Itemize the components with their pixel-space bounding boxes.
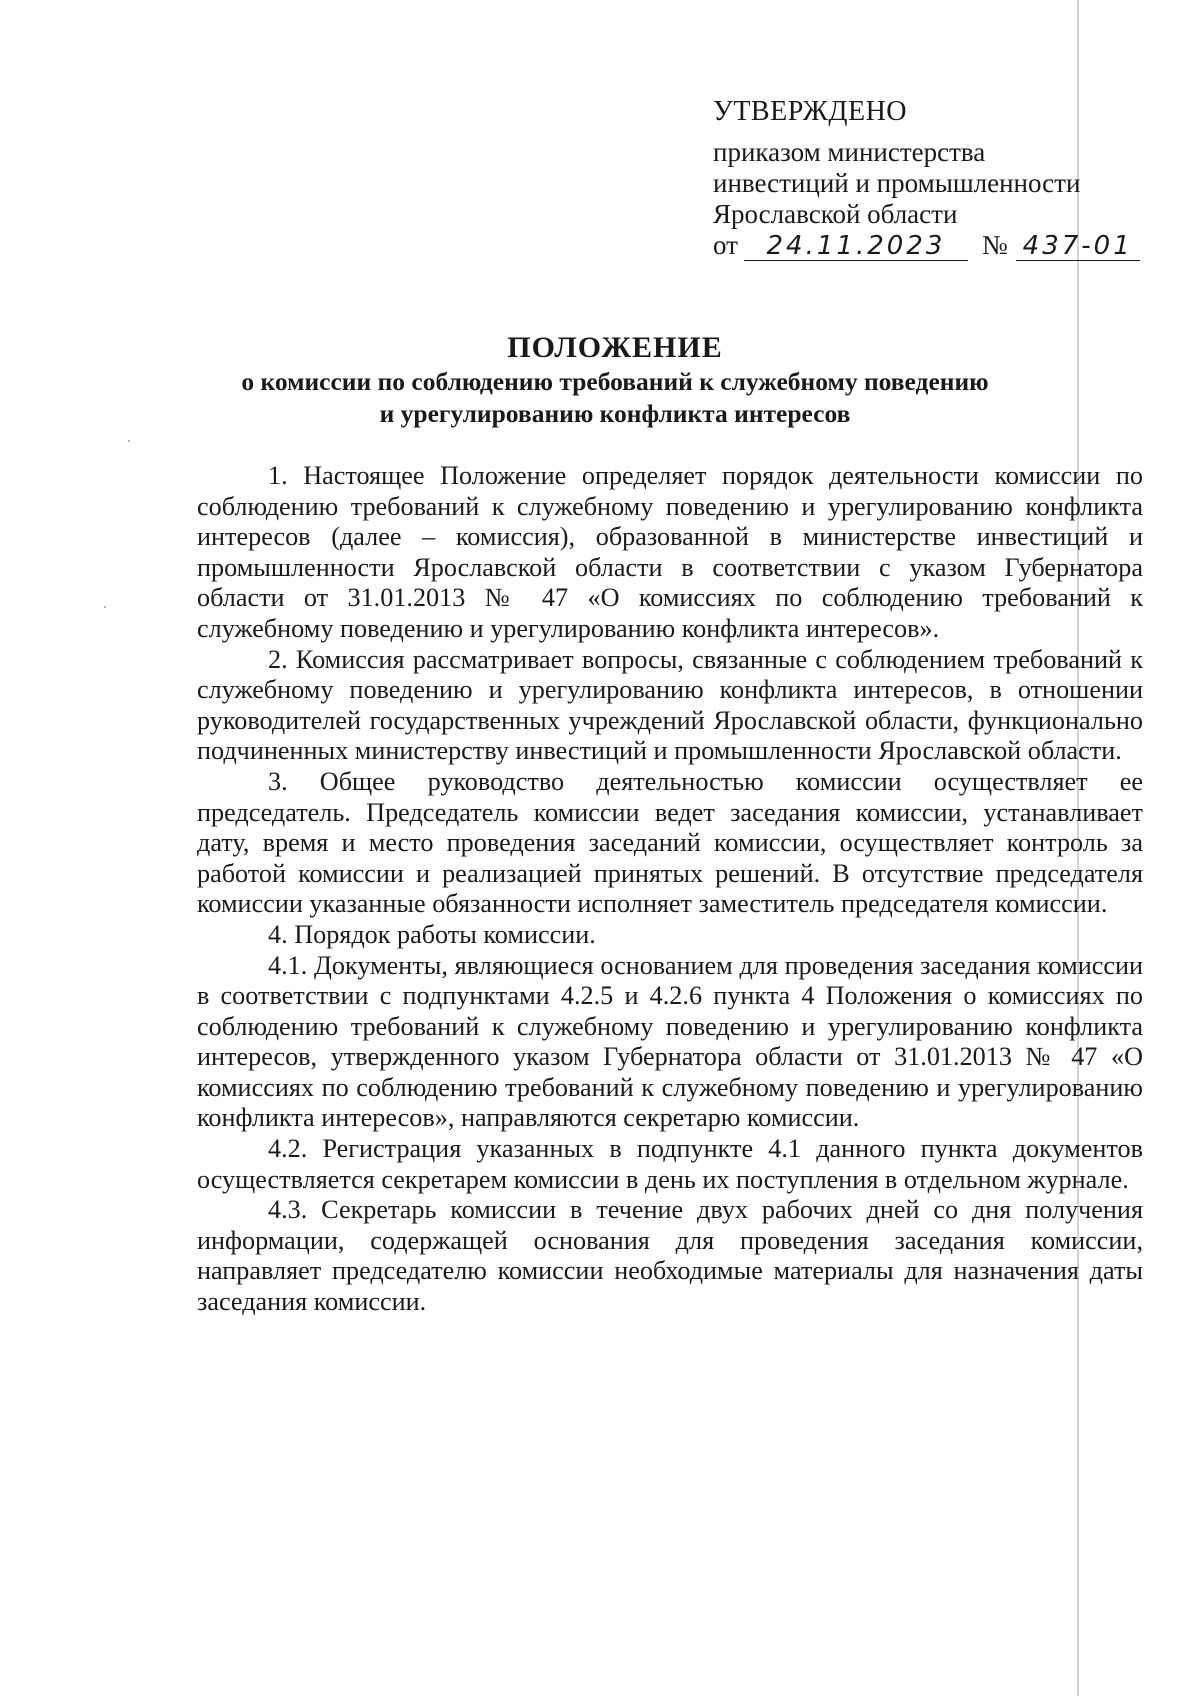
document-subtitle-line: о комиссии по соблюдению требований к служебному поведению xyxy=(241,367,989,396)
approval-line: Ярославской области xyxy=(713,199,958,229)
approval-block xyxy=(713,96,1173,261)
handwritten-date: 24.11.2023 xyxy=(744,232,968,261)
document-body xyxy=(197,461,1143,1318)
paragraph-4: 4. Порядок работы комиссии. xyxy=(268,919,596,949)
number-label: № xyxy=(981,230,1008,260)
handwritten-order-number: 437-01 xyxy=(1016,232,1140,261)
paragraph-4-3: 4.3. Секретарь комиссии в течение двух рабочих дней со дня получения информации, содержащей основания для проведения заседания комиссии, направляет председателю комиссии необходимые материалы для назначения даты заседания комиссии. xyxy=(197,1195,1143,1317)
approval-date-row xyxy=(713,230,1173,261)
document-heading xyxy=(180,330,1050,430)
document-title: ПОЛОЖЕНИЕ xyxy=(507,331,723,364)
scan-speck xyxy=(104,606,106,608)
approval-line: приказом министерства xyxy=(713,137,986,167)
paragraph-4-2: 4.2. Регистрация указанных в подпункте 4.1 данного пункта документов осуществляется секретарем комиссии в день их поступления в отдельном журнале. xyxy=(197,1134,1143,1194)
approval-title: УТВЕРЖДЕНО xyxy=(713,96,908,127)
approval-line: инвестиций и промышленности xyxy=(713,168,1081,198)
scan-speck xyxy=(128,440,130,442)
paragraph-4-1: 4.1. Документы, являющиеся основанием для проведения заседания комиссии в соответствии с подпунктами 4.2.5 и 4.2.6 пункта 4 Положения о комиссиях по соблюдению требований к служебному поведению и урегулированию конфликта интересов, утвержденного указом Губернатора области от 31.01.2013 № 47 «О комиссиях по соблюдению требований к служебному поведению и урегулированию конфликта интересов», направляются секретарю комиссии. xyxy=(197,950,1143,1133)
document-subtitle-line: и урегулированию конфликта интересов xyxy=(379,399,851,428)
from-label: от xyxy=(713,230,738,260)
paragraph-1: 1. Настоящее Положение определяет порядок деятельности комиссии по соблюдению требований к служебному поведению и урегулированию конфликта интересов (далее – комиссия), образованной в министерстве инвестиций и промышленности Ярославской области в соответствии с указом Губернатора области от 31.01.2013 № 47 «О комиссиях по соблюдению требований к служебному поведению и урегулированию конфликта интересов». xyxy=(197,461,1143,643)
paragraph-2: 2. Комиссия рассматривает вопросы, связанные с соблюдением требований к служебному поведению и урегулированию конфликта интересов, в отношении руководителей государственных учреждений Ярославской области, функционально подчиненных министерству инвестиций и промышленности Ярославской области. xyxy=(197,644,1143,766)
paragraph-3: 3. Общее руководство деятельностью комиссии осуществляет ее председатель. Председатель комиссии ведет заседания комиссии, устанавливает дату, время и место проведения заседаний комиссии, осуществляет контроль за работой комиссии и реализацией принятых решений. В отсутствие председателя комиссии указанные обязанности исполняет заместитель председателя комиссии. xyxy=(197,766,1143,919)
